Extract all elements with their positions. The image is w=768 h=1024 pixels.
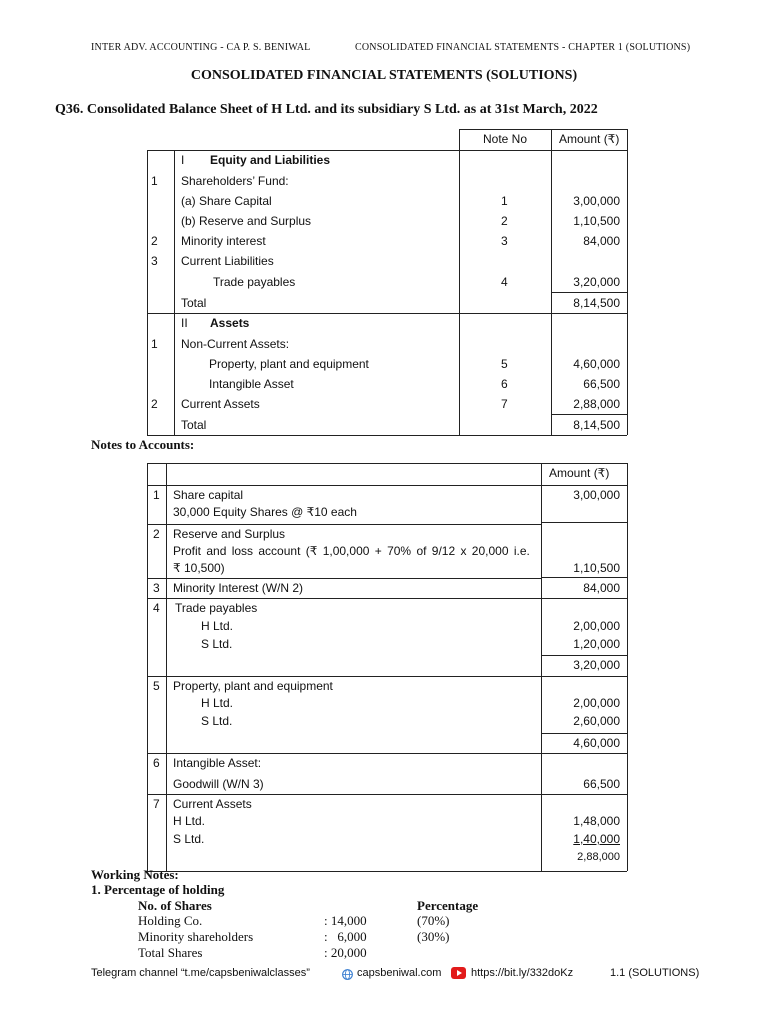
note-title: Minority Interest (W/N 2) bbox=[173, 581, 304, 595]
note-line: S Ltd. bbox=[201, 637, 233, 651]
note-title: Share capital bbox=[173, 488, 244, 502]
note-no: 5 bbox=[153, 679, 160, 693]
row-particular: (b) Reserve and Surplus bbox=[181, 214, 312, 228]
note-line: H Ltd. bbox=[173, 814, 206, 828]
section-number: II bbox=[181, 316, 188, 330]
note-total: 2,88,000 bbox=[577, 851, 620, 863]
row-particular: (a) Share Capital bbox=[181, 194, 272, 208]
working-notes-sub: 1. Percentage of holding bbox=[91, 882, 225, 897]
col-note-header: Note No bbox=[483, 132, 528, 146]
row-particular: Intangible Asset bbox=[209, 377, 294, 391]
wn-row-label: Minority shareholders bbox=[138, 929, 254, 944]
wn-row-pct: (30%) bbox=[417, 929, 450, 944]
page-number: 1.1 (SOLUTIONS) bbox=[610, 967, 700, 979]
row-particular: Property, plant and equipment bbox=[209, 357, 369, 371]
note-amount: 2,60,000 bbox=[573, 714, 620, 728]
wn-row-shares: : 20,000 bbox=[324, 945, 367, 960]
note-total: 4,60,000 bbox=[573, 736, 620, 750]
notes-heading: Notes to Accounts: bbox=[91, 437, 195, 452]
row-note: 2 bbox=[501, 214, 508, 228]
row-note: 6 bbox=[501, 377, 508, 391]
note-line: H Ltd. bbox=[201, 696, 234, 710]
note-line: 30,000 Equity Shares @ ₹10 each bbox=[173, 505, 357, 519]
note-amount: 3,00,000 bbox=[573, 488, 620, 502]
note-title: Property, plant and equipment bbox=[173, 679, 333, 693]
note-amount: 2,00,000 bbox=[573, 619, 620, 633]
row-particular: Current Assets bbox=[181, 397, 260, 411]
wn-row-shares: : 14,000 bbox=[324, 913, 367, 928]
wn-row-pct: (70%) bbox=[417, 913, 450, 928]
total-amount: 8,14,500 bbox=[573, 418, 620, 432]
col-amount-header: Amount (₹) bbox=[559, 132, 620, 146]
note-amount: 84,000 bbox=[583, 581, 620, 595]
note-line: S Ltd. bbox=[201, 714, 233, 728]
row-particular: Current Liabilities bbox=[181, 254, 274, 268]
row-note: 4 bbox=[501, 275, 508, 289]
row-amount: 1,10,500 bbox=[573, 214, 620, 228]
note-no: 2 bbox=[153, 527, 160, 541]
note-title: Trade payables bbox=[175, 601, 258, 615]
wn-col-percentage: Percentage bbox=[417, 898, 479, 913]
wn-col-shares: No. of Shares bbox=[138, 898, 212, 913]
note-amount: 1,20,000 bbox=[573, 637, 620, 651]
question-heading: Q36. Consolidated Balance Sheet of H Ltd. and its subsidiary S Ltd. as at 31st March, 2022 bbox=[55, 102, 598, 117]
note-line: Profit and loss account (₹ 1,00,000 + 70% of 9/12 x 20,000 i.e. bbox=[173, 544, 530, 558]
working-notes-heading: Working Notes: bbox=[91, 867, 179, 882]
row-note: 1 bbox=[501, 194, 508, 208]
row-no: 3 bbox=[151, 254, 158, 268]
row-particular: Minority interest bbox=[181, 234, 266, 248]
note-amount: 2,00,000 bbox=[573, 696, 620, 710]
wn-row-label: Holding Co. bbox=[138, 913, 203, 928]
note-line: S Ltd. bbox=[173, 832, 205, 846]
row-amount: 84,000 bbox=[583, 234, 620, 248]
row-note: 7 bbox=[501, 397, 508, 411]
note-amount: 1,48,000 bbox=[573, 814, 620, 828]
row-no: 2 bbox=[151, 397, 158, 411]
wn-row-label: Total Shares bbox=[138, 945, 203, 960]
row-amount: 3,00,000 bbox=[573, 194, 620, 208]
section-number: I bbox=[181, 153, 185, 167]
note-no: 7 bbox=[153, 797, 160, 811]
note-total: 3,20,000 bbox=[573, 658, 620, 672]
note-amount: 66,500 bbox=[583, 777, 620, 791]
note-amount: 1,40,000 bbox=[573, 832, 620, 846]
row-amount: 3,20,000 bbox=[573, 275, 620, 289]
note-no: 3 bbox=[153, 581, 160, 595]
wn-row-shares: : 6,000 bbox=[324, 929, 367, 944]
youtube-icon bbox=[451, 966, 466, 978]
note-line: Goodwill (W/N 3) bbox=[173, 777, 264, 791]
note-no: 1 bbox=[153, 488, 160, 502]
footer-telegram: Telegram channel “t.me/capsbeniwalclasses” bbox=[91, 967, 310, 979]
note-title: Intangible Asset: bbox=[173, 756, 262, 770]
globe-icon bbox=[342, 967, 353, 978]
note-title: Current Assets bbox=[173, 797, 252, 811]
header-right: CONSOLIDATED FINANCIAL STATEMENTS - CHAPTER 1 (SOLUTIONS) bbox=[355, 42, 691, 53]
row-particular: Shareholders’ Fund: bbox=[181, 174, 289, 188]
footer-youtube-link[interactable]: https://bit.ly/332doKz bbox=[471, 967, 574, 979]
note-no: 6 bbox=[153, 756, 160, 770]
header-left: INTER ADV. ACCOUNTING - CA P. S. BENIWAL bbox=[91, 42, 311, 53]
row-amount: 66,500 bbox=[583, 377, 620, 391]
row-amount: 2,88,000 bbox=[573, 397, 620, 411]
row-note: 5 bbox=[501, 357, 508, 371]
note-amount: 1,10,500 bbox=[573, 561, 620, 575]
total-label: Total bbox=[181, 418, 207, 432]
section-title: Assets bbox=[210, 316, 250, 330]
row-no: 1 bbox=[151, 174, 158, 188]
page-title: CONSOLIDATED FINANCIAL STATEMENTS (SOLUTIONS) bbox=[190, 68, 578, 83]
note-no: 4 bbox=[153, 601, 160, 615]
note-line: ₹ 10,500) bbox=[173, 561, 225, 575]
notes-col-amount: Amount (₹) bbox=[549, 466, 610, 480]
row-no: 1 bbox=[151, 337, 158, 351]
row-amount: 4,60,000 bbox=[573, 357, 620, 371]
footer-website[interactable]: capsbeniwal.com bbox=[357, 967, 442, 979]
row-particular: Non-Current Assets: bbox=[181, 337, 290, 351]
row-note: 3 bbox=[501, 234, 508, 248]
note-title: Reserve and Surplus bbox=[173, 527, 286, 541]
row-particular: Trade payables bbox=[213, 275, 296, 289]
total-amount: 8,14,500 bbox=[573, 296, 620, 310]
total-label: Total bbox=[181, 296, 207, 310]
row-no: 2 bbox=[151, 234, 158, 248]
section-title: Equity and Liabilities bbox=[210, 153, 331, 167]
note-line: H Ltd. bbox=[201, 619, 234, 633]
